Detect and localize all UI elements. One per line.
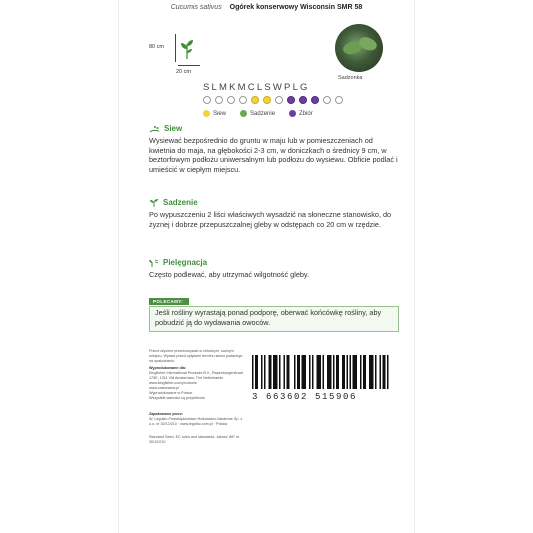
producer-block bbox=[149, 366, 244, 401]
seed-packet-back bbox=[118, 0, 415, 533]
plant-icon bbox=[179, 36, 195, 60]
legend-zbior: Zbiór bbox=[289, 110, 313, 117]
tip-label: POLECAMY: bbox=[149, 298, 189, 305]
sowing-icon bbox=[203, 110, 210, 117]
section-sadzenie bbox=[149, 198, 399, 229]
calendar-dot bbox=[275, 96, 283, 104]
photo-caption: Sadzonka bbox=[338, 75, 363, 81]
height-arrow bbox=[175, 34, 176, 62]
calendar-dot bbox=[287, 96, 295, 104]
product-name: Ogórek konserwowy Wisconsin SMR 58 bbox=[229, 4, 363, 11]
seedling-icon bbox=[149, 198, 159, 207]
sadzenie-title: Sadzenie bbox=[163, 198, 198, 207]
spacing-label: 20 cm bbox=[176, 69, 191, 75]
section-siew bbox=[149, 124, 399, 174]
producer-web2: www.castorama.pl bbox=[149, 386, 179, 390]
planting-icon bbox=[240, 110, 247, 117]
calendar-legend bbox=[203, 110, 313, 117]
calendar-dot bbox=[227, 96, 235, 104]
latin-name: Cucumis sativus bbox=[170, 4, 222, 11]
barcode-number: 3 663602 515906 bbox=[252, 392, 358, 402]
calendar-dot bbox=[311, 96, 319, 104]
standard-note: Standard Seed. EC rules and standards. Jakość WE nr 30/12/210 bbox=[149, 435, 239, 444]
seedling-photo bbox=[335, 24, 383, 72]
calendar-dot bbox=[299, 96, 307, 104]
calendar-dot bbox=[323, 96, 331, 104]
height-label: 80 cm bbox=[149, 44, 164, 50]
producer-label: Wyprodukowane dla: bbox=[149, 366, 187, 370]
calendar-dot bbox=[239, 96, 247, 104]
legend-sadzenie: Sadzenie bbox=[240, 110, 275, 117]
harvest-icon bbox=[289, 110, 296, 117]
siew-title: Siew bbox=[164, 124, 183, 133]
storage-note: Przed użyciem przechowywać w chłodnym, suchym miejscu. Wysiać przed upływem terminu siewu podanego na opakowaniu. bbox=[149, 349, 243, 363]
siew-text: Wysiewać bezpośrednio do gruntu w maju lub w pomieszczeniach od kwietnia do maja, na głębokości 2-3 cm, w doniczkach o średnicy 9 cm, w beztorfowym podłożu uniwersalnym lub podłożu do wysiewu. Obficie podlać i umieścić w ciepłym miejscu. bbox=[149, 136, 398, 174]
legend-siew: Siew bbox=[203, 110, 226, 117]
calendar-dot bbox=[203, 96, 211, 104]
calendar-dot bbox=[263, 96, 271, 104]
plant-dimensions bbox=[149, 32, 209, 77]
producer-web1: www.kingfisher.com/products bbox=[149, 381, 197, 385]
price-note: Wszystkie wartości są przybliżone. bbox=[149, 396, 206, 400]
packer-label: Zapakowano przez: bbox=[149, 412, 184, 416]
origin-note: Wyprodukowane w Polsce. bbox=[149, 391, 194, 395]
calendar-dot bbox=[215, 96, 223, 104]
pielegnacja-title: Pielęgnacja bbox=[163, 258, 208, 267]
calendar-dot bbox=[251, 96, 259, 104]
pielegnacja-text: Często podlewać, aby utrzymać wilgotność gleby. bbox=[149, 270, 310, 279]
sadzenie-text: Po wypuszczeniu 2 liści właściwych wysadzić na słoneczne stanowisko, do żyznej i dobrze przepuszczalnej gleby w odstępach co 20 cm w rzędzie. bbox=[149, 210, 392, 229]
producer-address: Kingfisher International Products B.V., Rapenburgerstraat 175E, 1011 VM Amsterdam, The Netherlands bbox=[149, 371, 243, 380]
packet-header bbox=[119, 4, 414, 11]
seed-hand-icon bbox=[149, 125, 160, 133]
packer-address: W. Legutko Przedsiębiorstwo Hodowlano-Nasienne Sp. z o.o. nr 30/12/210 · www.legutko.com.pl · Polska bbox=[149, 417, 243, 426]
packer-block bbox=[149, 412, 244, 427]
calendar-dot bbox=[335, 96, 343, 104]
barcode-bars bbox=[252, 355, 392, 389]
calendar-dots bbox=[203, 96, 343, 104]
section-pielegnacja bbox=[149, 258, 399, 280]
width-arrow bbox=[178, 65, 200, 66]
tip-text: Jeśli rośliny wyrastają ponad podporę, oberwać końcówkę rośliny, aby pobudzić ją do wydawania owoców. bbox=[149, 306, 399, 332]
calendar-months: SLMKMCLSWPLG bbox=[203, 82, 310, 93]
care-icon bbox=[149, 258, 159, 267]
